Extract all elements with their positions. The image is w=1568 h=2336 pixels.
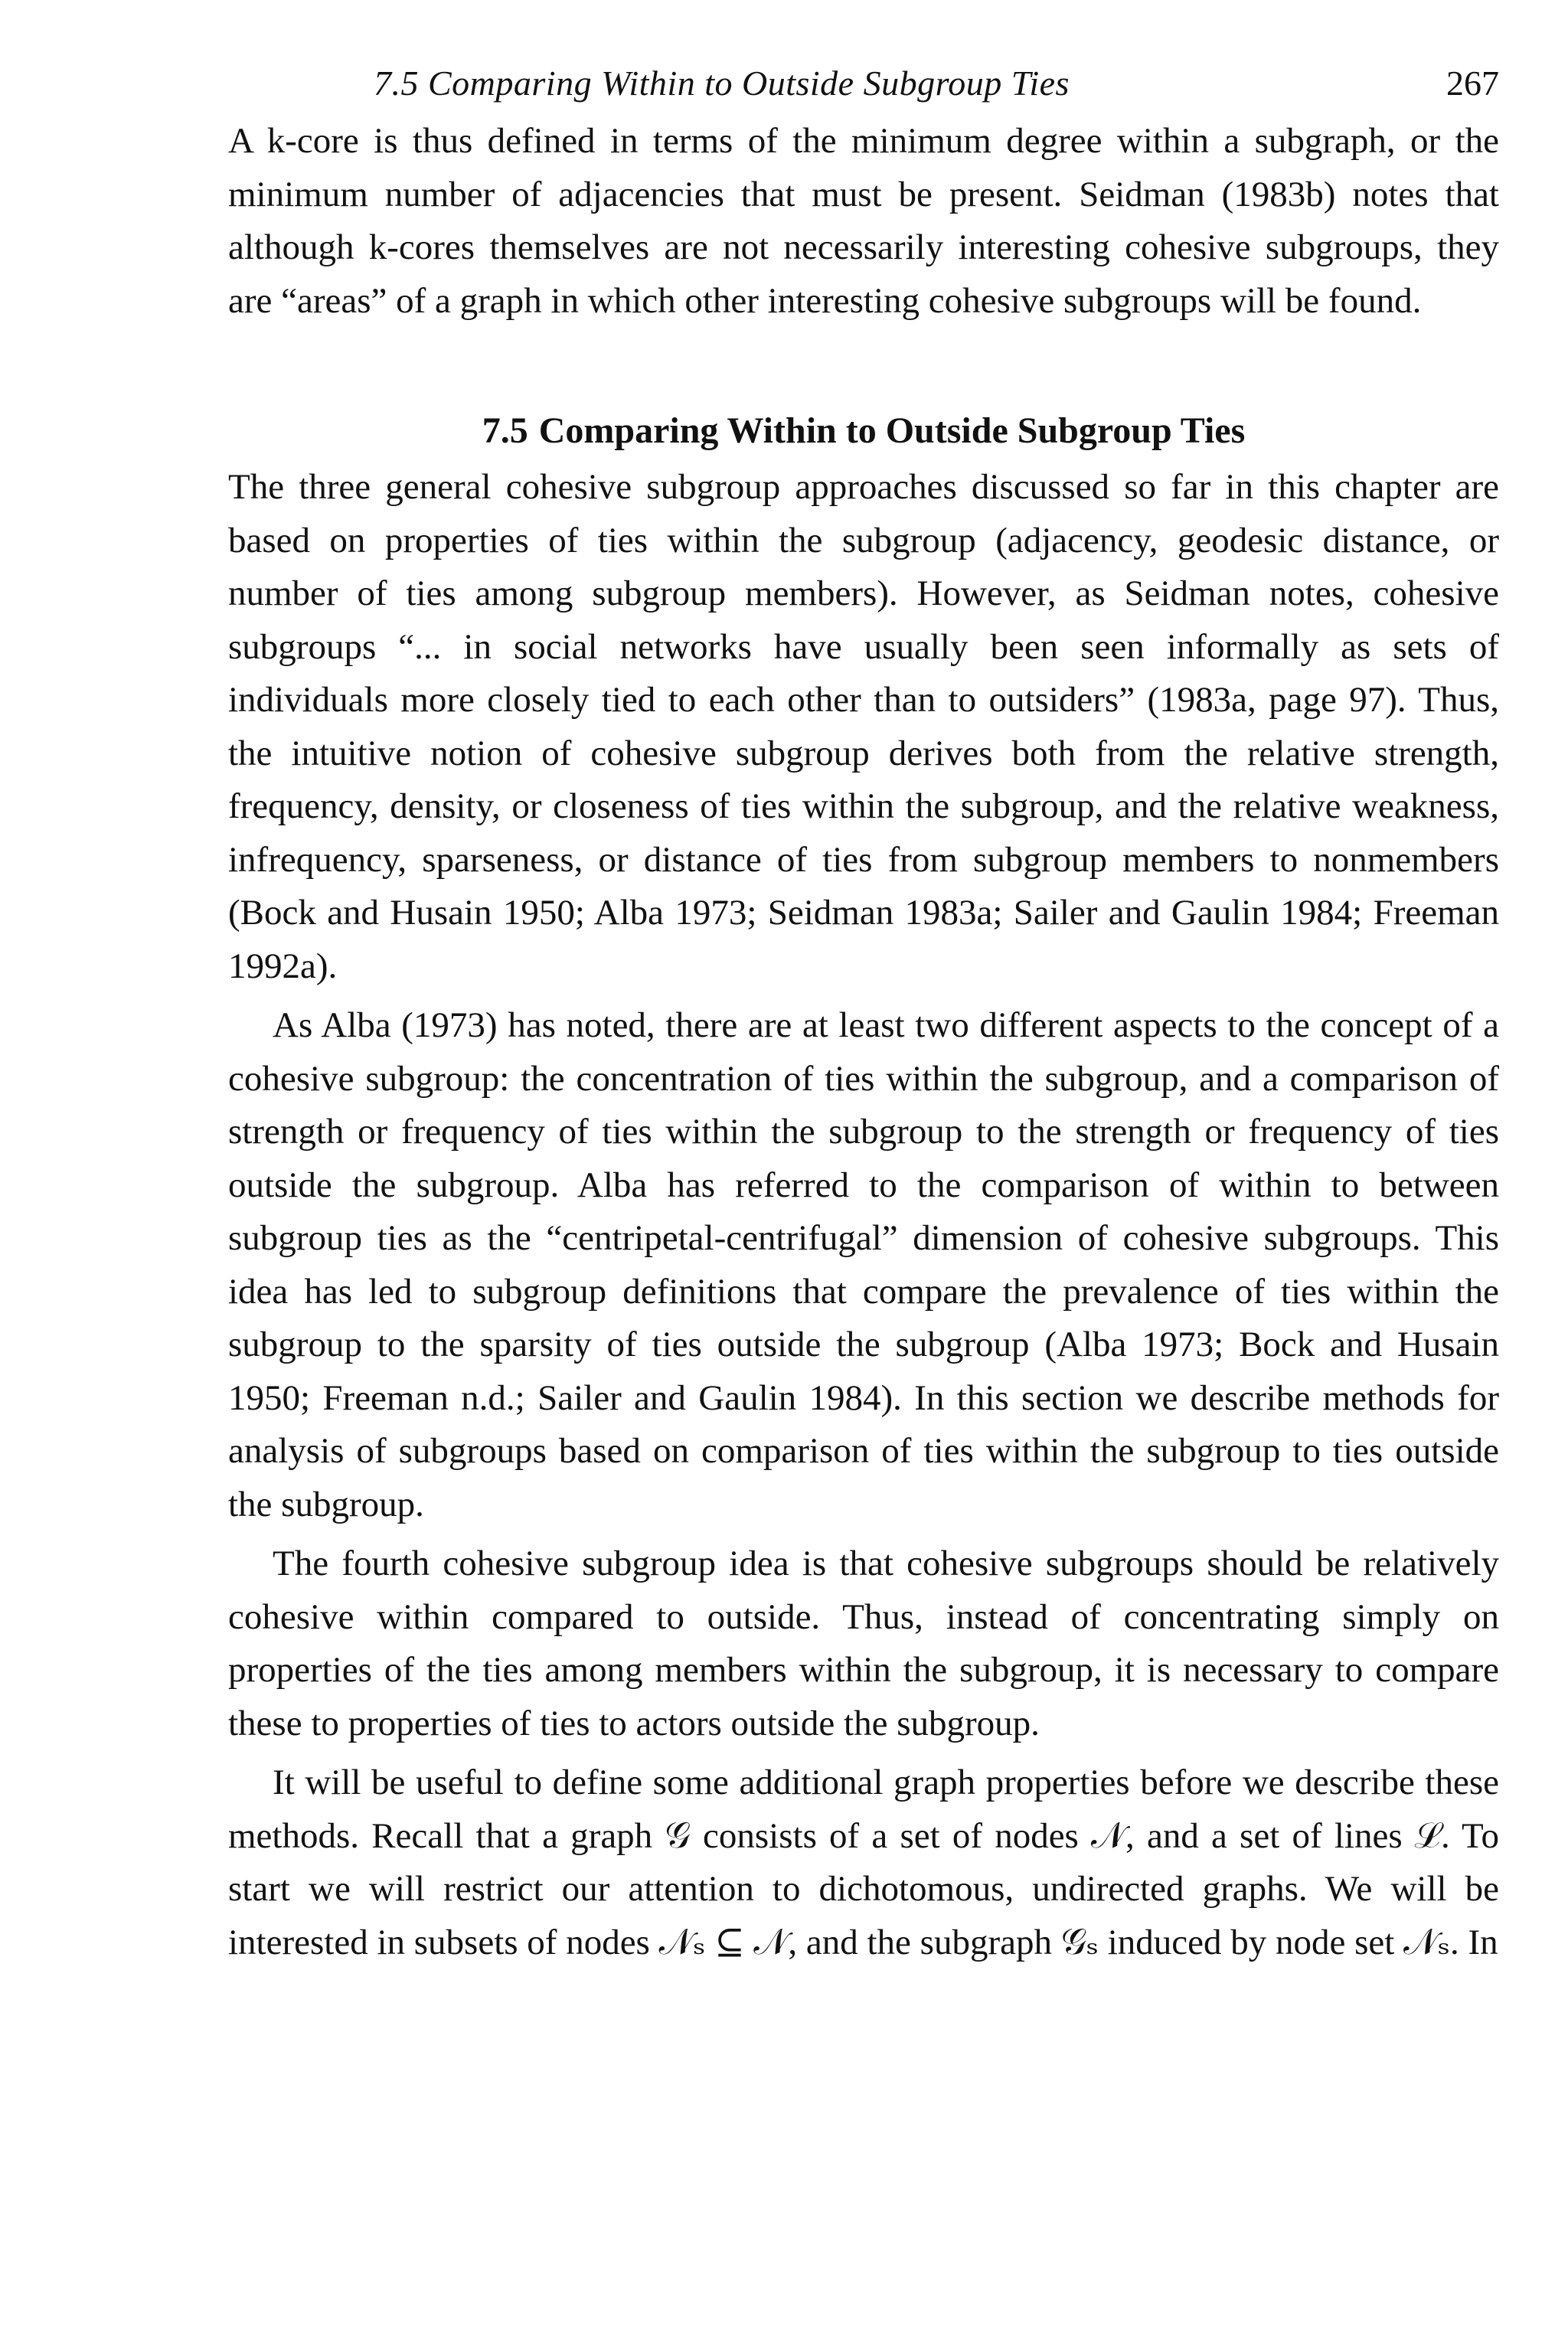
section-heading bbox=[228, 404, 1499, 458]
body-paragraph-1: The three general cohesive subgroup approaches discussed so far in this chapter are based on properties of ties within the subgroup (adjacency, geodesic distance, or number of ties among subgroup members). However, as Seidman notes, cohesive subgroups “... in social networks have usually been seen informally as sets of individuals more closely tied to each other than to outsiders” (1983a, page 97). Thus, the intuitive notion of cohesive subgroup derives both from the relative strength, frequency, density, or closeness of ties within the subgroup, and the relative weakness, infrequency, sparseness, or distance of ties from subgroup members to nonmembers (Bock and Husain 1950; Alba 1973; Seidman 1983a; Sailer and Gaulin 1984; Freeman 1992a). bbox=[228, 467, 1499, 986]
body-paragraph-3: The fourth cohesive subgroup idea is that cohesive subgroups should be relatively cohesive within compared to outside. Thus, instead of concentrating simply on properties of the ties among members within the subgroup, it is necessary to compare these to properties of ties to actors outside the subgroup. bbox=[228, 1544, 1499, 1743]
section-title: Comparing Within to Outside Subgroup Ties bbox=[538, 410, 1246, 451]
running-head bbox=[228, 46, 1499, 115]
body-paragraph-4: It will be useful to define some additional graph properties before we describe these methods. Recall that a graph 𝒢 consists of a set of nodes 𝒩, and a set of lines ℒ. To start we will restrict our attention to dichotomous, undirected graphs. We will be interested in subsets of nodes 𝒩ₛ ⊆ 𝒩, and the subgraph 𝒢ₛ induced by node set 𝒩ₛ. In bbox=[228, 1763, 1499, 1962]
running-title: 7.5 Comparing Within to Outside Subgroup Ties bbox=[374, 64, 1070, 103]
book-page bbox=[228, 46, 1499, 1969]
page-number: 267 bbox=[1446, 64, 1499, 103]
section-number: 7.5 bbox=[482, 410, 528, 451]
body-paragraph-2: As Alba (1973) has noted, there are at least two different aspects to the concept of a cohesive subgroup: the concentration of ties within the subgroup, and a comparison of strength or frequency of ties within the subgroup to the strength or frequency of ties outside the subgroup. Alba has referred to the comparison of within to between subgroup ties as the “centripetal-centrifugal” dimension of cohesive subgroups. This idea has led to subgroup definitions that compare the prevalence of ties within the subgroup to the sparsity of ties outside the subgroup (Alba 1973; Bock and Husain 1950; Freeman n.d.; Sailer and Gaulin 1984). In this section we describe methods for analysis of subgroups based on comparison of ties within the subgroup to ties outside the subgroup. bbox=[228, 1005, 1499, 1524]
intro-paragraph: A k-core is thus defined in terms of the minimum degree within a subgraph, or the minimum number of adjacencies that must be present. Seidman (1983b) notes that although k-cores themselves are not necessarily interesting cohesive subgroups, they are “areas” of a graph in which other interesting cohesive subgroups will be found. bbox=[228, 121, 1499, 321]
